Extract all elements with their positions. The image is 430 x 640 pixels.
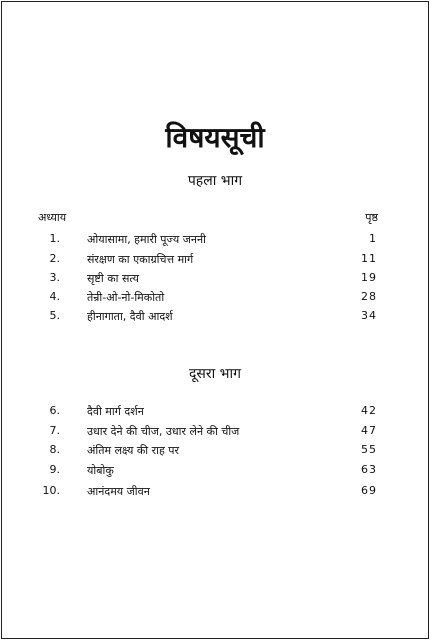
- page-number: 69: [361, 484, 377, 497]
- chapter-number: 10.: [42, 484, 60, 497]
- page-number: 47: [361, 424, 377, 437]
- chapter-number: 7.: [49, 424, 60, 437]
- toc-entry-9[interactable]: [0, 463, 430, 479]
- page-number: 28: [361, 290, 377, 303]
- toc-entry-6[interactable]: [0, 404, 430, 420]
- chapter-title: उधार देने की चीज, उधार लेने की चीज: [87, 425, 240, 438]
- chapter-number: 4.: [49, 290, 60, 303]
- part-1-heading: पहला भाग: [187, 173, 243, 189]
- page-column-header: पृष्ठ: [365, 211, 378, 224]
- toc-entry-8[interactable]: [0, 443, 430, 459]
- toc-entry-5[interactable]: [0, 309, 430, 325]
- part-2-heading: दूसरा भाग: [188, 366, 242, 382]
- toc-entry-4[interactable]: [0, 290, 430, 306]
- toc-entry-2[interactable]: [0, 252, 430, 268]
- page-number: 19: [361, 271, 377, 284]
- chapter-number: 8.: [49, 443, 60, 456]
- toc-entry-10[interactable]: [0, 484, 430, 500]
- chapter-title: सृष्टी का सत्य: [87, 272, 140, 285]
- chapter-number: 3.: [49, 271, 60, 284]
- chapter-title: दैवी मार्ग दर्शन: [87, 405, 144, 418]
- chapter-title: तेन्री-ओ-नो-मिकोतो: [87, 291, 165, 304]
- page-number: 63: [361, 463, 377, 476]
- page-number: 1: [369, 232, 377, 245]
- chapter-title: संरक्षण का एकाग्रचित्त मार्ग: [87, 253, 194, 266]
- toc-entry-3[interactable]: [0, 271, 430, 287]
- toc-entry-7[interactable]: [0, 424, 430, 440]
- chapter-title: ओयासामा, हमारी पूज्य जननी: [87, 233, 206, 246]
- page-number: 34: [361, 309, 377, 322]
- chapter-title: आनंदमय जीवन: [87, 485, 150, 498]
- chapter-number: 6.: [49, 404, 60, 417]
- page-title: विषयसूची: [165, 121, 265, 154]
- chapter-number: 9.: [49, 463, 60, 476]
- toc-entry-1[interactable]: [0, 232, 430, 248]
- chapter-title: अंतिम लक्ष्य की राह पर: [87, 444, 180, 457]
- chapter-number: 5.: [49, 309, 60, 322]
- chapter-number: 2.: [49, 252, 60, 265]
- page-number: 42: [361, 404, 377, 417]
- page-number: 11: [361, 252, 377, 265]
- chapter-number: 1.: [49, 232, 60, 245]
- chapter-title: योबोकु: [87, 464, 114, 477]
- chapter-title: हीनागाता, दैवी आदर्श: [87, 310, 173, 323]
- chapter-column-header: अध्याय: [38, 211, 67, 224]
- page-number: 55: [361, 443, 377, 456]
